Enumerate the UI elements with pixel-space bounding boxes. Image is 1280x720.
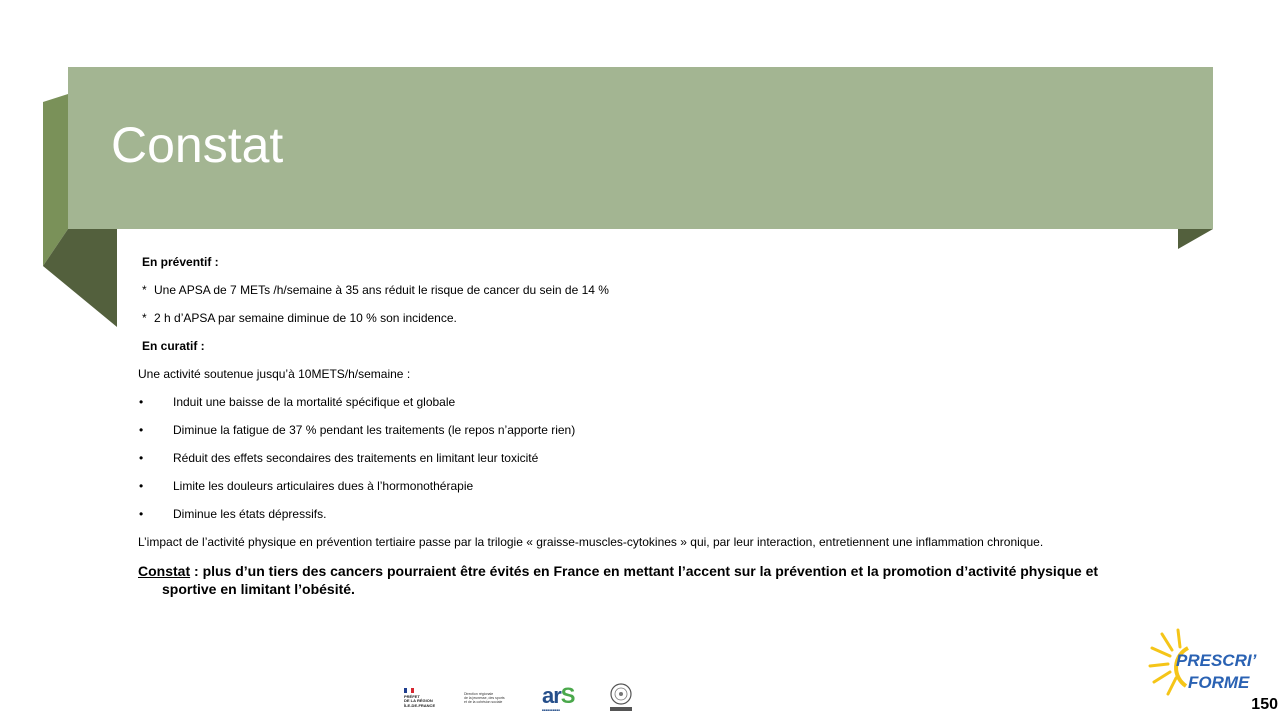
- partner-logos: [404, 681, 680, 715]
- curative-bullet-text: Limite les douleurs articulaires dues à l’hormonothérapie: [173, 479, 474, 493]
- slide-title: Constat: [111, 117, 284, 173]
- bullet-marker: •: [139, 479, 144, 493]
- page-number: 150: [1251, 696, 1278, 713]
- ars-logo: [536, 682, 596, 714]
- preventive-item: [138, 282, 1148, 298]
- curative-bullet: [138, 394, 1148, 410]
- drjscs-logo-text: Direction régionale de la jeunesse, des sports et de la cohésion sociale: [464, 692, 505, 704]
- ars-logo-s: S: [560, 683, 575, 708]
- ars-logo-subtitle: ■■■■■■■■■■: [542, 708, 561, 712]
- prefet-logo-text: PRÉFET DE LA RÉGION ÎLE-DE-FRANCE: [404, 693, 436, 708]
- slide-content: [138, 254, 1148, 612]
- bullet-marker: •: [139, 395, 144, 409]
- prefet-ile-de-france-logo: [404, 682, 454, 714]
- seal-icon: [609, 682, 633, 706]
- french-flag-icon: [404, 688, 414, 693]
- ars-logo-letters: ar: [542, 683, 561, 708]
- curative-bullet-text: Réduit des effets secondaires des traitements en limitant leur toxicité: [173, 451, 539, 465]
- curative-bullet-text: Diminue les états dépressifs.: [173, 507, 327, 521]
- asterisk-marker: *: [142, 311, 147, 325]
- ribbon-right-fold: [1178, 229, 1213, 249]
- prescri-logo-line1: PRESCRI’: [1176, 651, 1257, 670]
- preventive-heading: En préventif :: [142, 255, 219, 269]
- preventive-item-text: Une APSA de 7 METs /h/semaine à 35 ans réduit le risque de cancer du sein de 14 %: [154, 283, 609, 297]
- sun-icon: [1148, 628, 1272, 704]
- curative-bullet: [138, 450, 1148, 466]
- curative-bullet-text: Induit une baisse de la mortalité spécifique et globale: [173, 395, 456, 409]
- curative-bullet-text: Diminue la fatigue de 37 % pendant les traitements (le repos n’apporte rien): [173, 423, 576, 437]
- bullet-marker: •: [139, 507, 144, 521]
- preventive-item: [138, 310, 1148, 326]
- cnosf-seal-logo: [606, 682, 636, 714]
- curative-bullet: [138, 422, 1148, 438]
- curative-bullet: [138, 506, 1148, 522]
- conclusion-text: : plus d’un tiers des cancers pourraient être évités en France en mettant l’accent sur la prévention et la promotion d’activité physique et sportive en limitant l’obésité.: [162, 563, 1099, 597]
- conclusion-paragraph: [138, 562, 1148, 598]
- bullet-marker: •: [139, 451, 144, 465]
- impact-paragraph: L’impact de l’activité physique en prévention tertiaire passe par la trilogie « graisse-muscles-cytokines » qui, par leur interaction, entretiennent une inflammation chronique.: [138, 535, 1044, 549]
- curative-heading: En curatif :: [142, 339, 205, 353]
- preventive-item-text: 2 h d’APSA par semaine diminue de 10 % son incidence.: [154, 311, 457, 325]
- curative-bullet: [138, 478, 1148, 494]
- conclusion-lead: Constat: [138, 563, 191, 579]
- bullet-marker: •: [139, 423, 144, 437]
- curative-intro: Une activité soutenue jusqu’à 10METS/h/semaine :: [138, 367, 411, 381]
- prescriforme-logo: [1148, 628, 1272, 704]
- prescri-logo-line2: FORME: [1188, 673, 1250, 692]
- asterisk-marker: *: [142, 283, 147, 297]
